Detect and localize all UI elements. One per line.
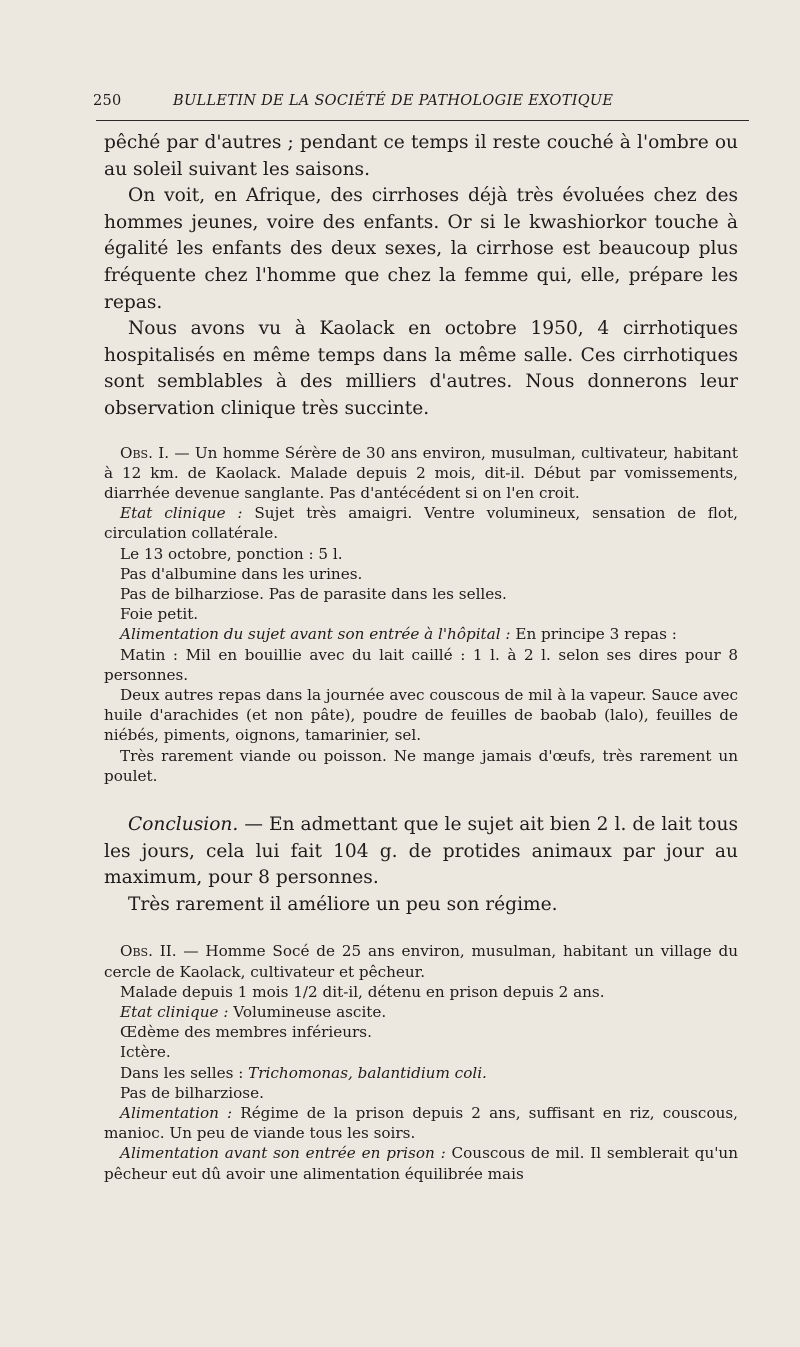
- obs2-bilharziose: Pas de bilharziose.: [120, 1083, 264, 1102]
- obs2-etat-label: Etat clinique :: [120, 1002, 229, 1021]
- obs2-etat-clinique: [104, 1002, 738, 1022]
- obs1-etat-text: Sujet très amaigri. Ventre volumineux, sensation de flot, circulation collatérale.: [104, 504, 738, 543]
- conclusion-regime: Très rarement il améliore un peu son régime.: [128, 893, 558, 915]
- obs2-selles-organisms: Trichomonas, balantidium coli.: [248, 1063, 487, 1082]
- header-rule: [96, 120, 749, 121]
- obs1-matin: Matin : Mil en bouillie avec du lait caillé : 1 l. à 2 l. selon ses dires pour 8 personnes.: [104, 645, 738, 684]
- obs2-label: Obs. II.: [120, 942, 177, 961]
- obs1-autres-repas: Deux autres repas dans la journée avec couscous de mil à la vapeur. Sauce avec huile d'arachides (et non pâte), poudre de feuilles de baobab (lalo), feuilles de niébés, piments, oignons, tamarinier, sel.: [104, 685, 738, 745]
- paragraph-continuation: pêché par d'autres ; pendant ce temps il reste couché à l'ombre ou au soleil suivant les saisons.: [104, 132, 738, 180]
- spacer: [104, 423, 738, 443]
- obs1-etat-clinique: [104, 503, 738, 543]
- conclusion-label: Conclusion.: [128, 813, 239, 835]
- paragraph-kaolack: Nous avons vu à Kaolack en octobre 1950, 4 cirrhotiques hospitalisés en même temps dans la même salle. Ces cirrhotiques sont semblables à des milliers d'autres. Nous donnerons leur observation clinique très succinte.: [104, 318, 738, 419]
- journal-title: BULLETIN DE LA SOCIÉTÉ DE PATHOLOGIE EXOTIQUE: [173, 93, 614, 109]
- obs1-intro: [104, 443, 738, 504]
- obs2-etat-text: Volumineuse ascite.: [228, 1002, 387, 1021]
- obs1-intro-text: — Un homme Sérère de 30 ans environ, musulman, cultivateur, habitant à 12 km. de Kaolack. Malade depuis 2 mois, dit-il. Début par vomissements, diarrhée devenue sanglante. Pas d'antécédent si on l'en croit.: [104, 443, 738, 502]
- obs2-alim-text: Régime de la prison depuis 2 ans, suffisant en riz, couscous, manioc. Un peu de viande tous les soirs.: [104, 1103, 738, 1143]
- obs2-selles-prefix: Dans les selles :: [120, 1063, 249, 1082]
- obs2-alim-label: Alimentation :: [120, 1103, 233, 1122]
- obs2-alim2-text: Couscous de mil. Il semblerait qu'un pêcheur eut dû avoir une alimentation équilibrée mais: [104, 1144, 738, 1183]
- obs2-selles: [104, 1063, 738, 1083]
- conclusion-paragraph: [104, 812, 738, 892]
- obs2-alim2-label: Alimentation avant son entrée en prison :: [120, 1144, 446, 1163]
- obs1-bilharziose: Pas de bilharziose. Pas de parasite dans les selles.: [120, 584, 507, 603]
- obs2-oedeme: Œdème des membres inférieurs.: [120, 1023, 372, 1042]
- spacer: [104, 918, 738, 941]
- page-number: 250: [93, 93, 122, 109]
- page-body: [104, 130, 738, 1184]
- obs1-albumine: Pas d'albumine dans les urines.: [120, 564, 363, 583]
- obs2-malade: Malade depuis 1 mois 1/2 dit-il, détenu en prison depuis 2 ans.: [120, 982, 605, 1001]
- obs1-rarement: Très rarement viande ou poisson. Ne mange jamais d'œufs, très rarement un poulet.: [104, 746, 738, 785]
- paragraph-cirrhoses: On voit, en Afrique, des cirrhoses déjà très évoluées chez des hommes jeunes, voire des enfants. Or si le kwashiorkor touche à égalité les enfants des deux sexes, la cirrhose est beaucoup plus fréquente chez l'homme que chez la femme qui, elle, prépare les repas.: [104, 185, 738, 313]
- obs1-ponction: Le 13 octobre, ponction : 5 l.: [120, 544, 343, 563]
- obs2-ictere: Ictère.: [120, 1043, 171, 1062]
- conclusion-text: — En admettant que le sujet ait bien 2 l. de lait tous les jours, cela lui fait 104 g. de protides animaux par jour au maximum, pour 8 personnes.: [104, 813, 738, 889]
- obs2-alimentation-prison: [104, 1143, 738, 1183]
- obs1-etat-label: Etat clinique :: [120, 504, 243, 523]
- obs1-alimentation: [104, 624, 738, 644]
- obs1-alim-label: Alimentation du sujet avant son entrée à l'hôpital :: [120, 625, 511, 644]
- obs1-alim-text: En principe 3 repas :: [510, 625, 677, 644]
- obs1-foie: Foie petit.: [120, 605, 199, 624]
- obs2-alimentation: [104, 1103, 738, 1143]
- spacer: [104, 786, 738, 812]
- obs1-label: Obs. I.: [120, 443, 170, 462]
- obs2-intro: [104, 941, 738, 981]
- obs2-intro-text: — Homme Socé de 25 ans environ, musulman, habitant un village du cercle de Kaolack, cultivateur et pêcheur.: [104, 942, 738, 981]
